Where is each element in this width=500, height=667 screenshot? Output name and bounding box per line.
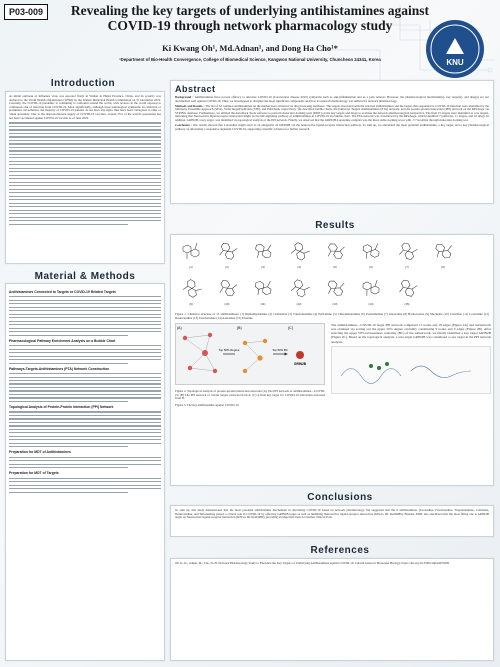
abstract-conclusion: Conclusion : Our results showed that Loratadine might exert as an antagonist on GRIN2B via the neuroactive ligand-receptor interaction pathway. To sum up, we elucidated the most potential antihistamine, a key target, and a key pharmacological pathway on alleviating a responsive signalant COVID-19, supporting scientific evidence for further research.: [175, 123, 490, 131]
method-subheading: Antihistamines Connected to Targets or COVID-19 Related Targets: [9, 290, 116, 294]
molecule-label: (9): [189, 302, 193, 306]
introduction-text-continued: [9, 122, 161, 224]
molecule-drawing: [321, 276, 349, 302]
molecule-drawing: [249, 276, 277, 302]
docking-structure-figure: [331, 346, 491, 394]
abstract-background: Background : Antihistamines have proven efficacy to alleviate COVID-19 (Coronavirus disease 2019) symptoms such as anti-inflammation and as a pain reliever. However, the pharmacological mechanism(s), key target(s), and drug(s) are not documented well against COVID-19. Thus, we investigated to decipher the most significant components and how its research methodology was utilized by network pharmacology.: [175, 95, 489, 103]
references-heading: References: [310, 545, 370, 556]
abstract-methods: Methods and Results : The list of 32 common antihistamines on the market were retrieved via drug browsing databases. The targets associated with the selected antihistamines and the targets that responded to COVID-19 infection were identified by the Similarity Ensemble Approach (SEA), SwissTargetPrediction (STP), and PubChem, respectively. We described bubble charts, the Pathways Targets Antihistamines (PTA) network, and the protein-protein interaction (PPI) network on the RPackage via STRING database. Furthermore, we utilized the AutoDock Tools software to perform molecular docking tests (MDT) on the key targets and drugs to evaluate the network pharmacological perspective. The final 15 targets were identified as core targets, indicating that Neuroactive ligand-receptor interaction might be the hub-signaling pathway of antihistamines in COVID-19 via bubble chart. The PTA network was constructed by the RPackage, which identified 7 pathways, 11 targets, and 10 drugs. In addition, GRIN2B, a key target, was identified via topological analysis of the PPI network. Finally, we observed that the GRIN2B-Loratadine complex was the most stable docking score with -7.7 kcal/mol through molecular docking test.: [175, 103, 489, 123]
molecule-drawing: [177, 276, 205, 302]
poster-title: Revealing the key targets of underlying antihistamines against COVID-19 through network pharmacology study: [70, 3, 430, 33]
method-subheading: Pharmacological Pathway Enrichment Analysis on a Bubble Chart: [9, 338, 116, 343]
molecule-label: (11): [260, 302, 266, 306]
abstract-panel: [170, 80, 494, 204]
molecule-structure: [247, 239, 279, 275]
molecule-structure: [247, 276, 279, 312]
introduction-text: As initial outbreak of Influenza virus was reported firstly in Wuhan in Hubei Province, China, and its severity was declared to the World Health Organization (WHO) by the Wuhan Municipal Health Commission on 31 December 2019. Currently, the COVID-19 pandemic is continuing to confound around the world, with reviews in the world exposed to continuous risk of infection from COVID-19. Most significantly, although most pathological symptoms are identical or prominent, nevertheless, the majority of COVID-19 patients do not have any signs, thus have been contagious to other or 'silent spreaders'. Due to the disproportionate supply of COVID-19 vaccines, around 25% of the world's population has not been vaccinated against COVID-19 vaccine as of June 2022.: [9, 94, 161, 120]
reference-entry: Oh, K.-K.; Adnan, M.; Cho, D.-H. Network Pharmacology Study to Elucidate the Key Targets of Underlying Antihistamines against COVID-19. Current Issues in Molecular Biology. https://doi.org/10.3390/cimb44070200: [175, 561, 450, 565]
panel-c-label: (C): [288, 326, 293, 331]
molecule-structure: [211, 276, 243, 312]
molecule-label: (2): [225, 265, 229, 269]
molecule-structure: [175, 276, 207, 312]
ppi-network-figure: [175, 323, 325, 385]
method-subheading: Preparation for MDT of Antihistamines: [9, 450, 71, 455]
molecule-label: (10): [224, 302, 230, 306]
method-subheading: Preparation for MDT of Targets: [9, 471, 59, 476]
method-subheading: Topological Analysis of Protein-Protein Interaction (PPI) Network: [9, 405, 114, 410]
introduction-panel: [5, 91, 165, 264]
molecule-structure: [283, 276, 315, 312]
results-heading: Results: [315, 220, 355, 231]
panel-a-label: (A): [177, 326, 182, 331]
poster-authors: Ki Kwang Oh¹, Md.Adnan¹, and Dong Ha Cho¹*: [162, 43, 338, 53]
poster-id-badge: P03-009: [4, 4, 48, 20]
key-target-label: GRIN2B: [293, 362, 307, 367]
molecule-label: (4): [297, 265, 301, 269]
molecule-label: (1): [189, 265, 193, 269]
molecule-structure: [391, 276, 423, 312]
molecule-drawing: [393, 276, 421, 302]
panel-b-label: (B): [237, 326, 242, 331]
molecule-label: (7): [405, 265, 409, 269]
figure1-caption: Figure 1. Chemical structure of 15 antihistamines: (1) Diphenhydramine (2) Clemastine (3) Tripelennamine (4) Pyrilamine (5) Chlorpheniramine (6) Promethazine (7) Antazoline (8) Hydroxyzine (9) Meclizine (10) Cetirizine (11) Loratadine (12) Desloratadine (13) Fexofenadine (14) Azelastine (15) Ebastine: [175, 312, 489, 320]
molecule-drawing: [177, 239, 205, 265]
degree-filter-label: Top 50% Degree: [218, 348, 240, 353]
molecule-drawing: [285, 276, 313, 302]
molecule-drawing: [393, 239, 421, 265]
molecule-label: (13): [332, 302, 338, 306]
molecule-label: (15): [404, 302, 410, 306]
conclusions-text: To sum up, this study demonstrated that the most potential antihistamine mechanism in alleviating COVID-19 based on network pharmacology. We suggested that the 6 antihistamines (Loratadine, Fexofenadine, Tripelennamine, Cetirizine, Desloratadine, and Terfenadine) played a critical role in COVID-19 by affecting GRIN2B target as well as inhibiting Neuroactive ligand-receptor interaction (KEGG ID: hsa04080). Besides, MDT also elucidated that the most fitting one is GRIN2B target on Neuroactive ligand-receptor interaction (KEGG ID: hsa04080), providing an important basis for further clinical trials.: [175, 508, 489, 520]
molecule-label: (6): [369, 265, 373, 269]
molecule-structure: [319, 239, 351, 275]
molecule-structure: [355, 276, 387, 312]
results-text: The antihistamines—COVID-19 target PPI network comprised 15 nodes and 18 edges (Figure 2A) and subnetwork was obtained via sorting out the upper 50% degree centrality constituting 9 nodes and 9 edges (Figure 2B). After selecting the upper 50% betweenness centrality (BC) of the subnetwork, we finally identified a key target GRIN2B (Figure 2C). Based on the topological analysis, a sole target GRIN2B was considered a core target in the PPI network analysis.: [331, 323, 491, 344]
molecule-label: (8): [441, 265, 445, 269]
molecule-drawing: [357, 276, 385, 302]
figure2-caption: Figure 2. Topological analysis of protein-protein interaction networks (A) The PPI network of antihistamines—COVID-19; (B) The PPI network of crucial targets extracted from A; (C) A final key target for COVID-19 alleviation extracted from B.: [175, 389, 325, 401]
molecule-drawing: [249, 239, 277, 265]
molecule-drawing: [285, 239, 313, 265]
materials-methods-panel: [5, 283, 165, 661]
molecule-drawing: [213, 276, 241, 302]
molecule-drawing: [321, 239, 349, 265]
molecule-structure: [427, 239, 459, 275]
molecule-structure: [355, 239, 387, 275]
molecule-label: (12): [296, 302, 302, 306]
bc-filter-label: Top 50% BC: [272, 348, 288, 353]
molecule-label: (14): [368, 302, 374, 306]
molecule-label: (3): [261, 265, 265, 269]
figure2-networks: [175, 323, 325, 407]
molecule-drawing: [357, 239, 385, 265]
molecule-drawing: [213, 239, 241, 265]
molecule-structure: [211, 239, 243, 275]
molecule-structure: [175, 239, 207, 275]
molecule-structures-grid: [175, 239, 491, 312]
materials-methods-heading: Material & Methods: [34, 271, 136, 282]
university-logo: [424, 18, 486, 80]
results-panel: [170, 234, 494, 486]
molecule-drawing: [429, 239, 457, 265]
figure3-caption: Figure 3. The key antihistamine against COVID-19: [175, 402, 239, 407]
poster-affiliation: ¹Department of Bio-Health Convergence, College of Biomedical Science, Kangwon National University, Chuncheon 24341, Korea: [119, 57, 381, 62]
molecule-structure: [391, 239, 423, 275]
conclusions-panel: [170, 505, 494, 537]
conclusions-heading: Conclusions: [307, 492, 373, 503]
molecule-structure: [283, 239, 315, 275]
svg-text:KNU: KNU: [446, 58, 464, 67]
references-panel: [170, 558, 494, 661]
molecule-label: (5): [333, 265, 337, 269]
molecule-structure: [319, 276, 351, 312]
introduction-heading: Introduction: [50, 78, 116, 89]
method-subheading: Pathways-Targets-Antihistamines (PTA) Network Construction: [9, 366, 110, 371]
abstract-heading: Abstract: [175, 84, 216, 94]
